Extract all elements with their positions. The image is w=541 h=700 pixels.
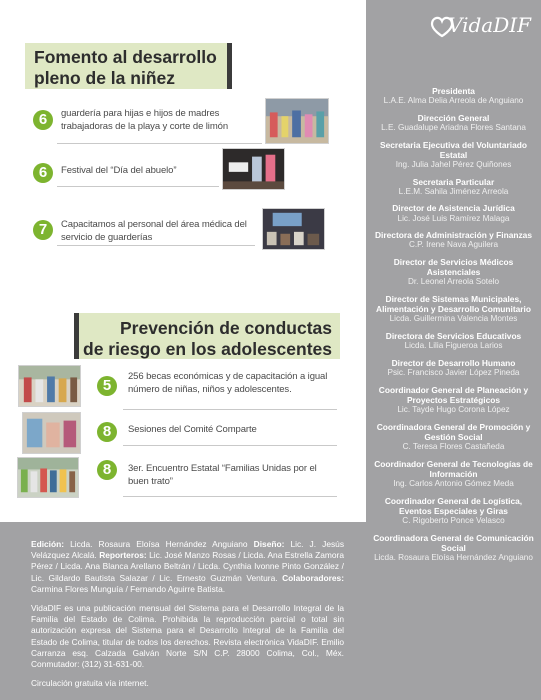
staff-entry: [370, 86, 537, 106]
staff-entry: [370, 358, 537, 378]
staff-entry: [370, 113, 537, 133]
encuentro-photo: [17, 457, 79, 498]
colaboradores-value: Carmina Flores Munguía / Fernando Aguirre Batista.: [31, 583, 226, 594]
number-badge: 8: [97, 422, 117, 442]
staff-person: Psic. Francisco Javier López Pineda: [387, 367, 520, 377]
staff-role: Director de Desarrollo Humano: [391, 357, 516, 368]
divider: [57, 245, 255, 246]
staff-entry: [370, 257, 537, 287]
staff-person: L.E.M. Sahila Jiménez Arreola: [398, 186, 509, 196]
credits-text: [31, 539, 344, 697]
item-text: 256 becas económicas y de capacitación a igual número de niñas, niños y adolescentes.: [128, 371, 328, 395]
vidadif-logo: [424, 10, 532, 40]
staff-role: Coordinadora General de Promoción y Gestión Social: [376, 421, 531, 442]
staff-person: C. Teresa Flores Castañeda: [402, 441, 505, 451]
becas-photo: [18, 365, 81, 407]
reporteros-label: Reporteros:: [99, 550, 147, 561]
staff-role: Secretaria Ejecutiva del Voluntariado Estatal: [380, 139, 527, 160]
staff-role: Director de Servicios Médicos Asistenciales: [393, 256, 514, 278]
edicion-label: Edición:: [31, 539, 65, 549]
section-title-line: de riesgo en los adolescentes: [83, 339, 332, 359]
credits-staff: [31, 539, 344, 595]
section-title-fomento: [25, 43, 232, 89]
staff-person: Licda. Guillermina Valencia Montes: [389, 314, 518, 324]
section-title-line: Prevención de conductas: [119, 318, 332, 338]
divider: [123, 496, 337, 497]
staff-role: Secretaria Particular: [412, 176, 495, 187]
number-badge: 5: [97, 376, 117, 396]
staff-role: Coordinador General de Planeación y Proyectos Estratégicos: [378, 384, 529, 405]
staff-directory: [370, 86, 537, 570]
staff-person: Ing. Julia Jahel Pérez Quiñones: [395, 160, 512, 169]
diseno-value: Lic. J. Jesús Velázquez Alcalá.: [31, 539, 345, 561]
guarderia-photo: [265, 98, 329, 144]
divider: [123, 445, 337, 446]
section-title-prevencion: [74, 313, 340, 359]
number-badge: 7: [33, 220, 53, 240]
divider: [123, 409, 337, 410]
staff-entry: [370, 140, 537, 170]
staff-person: Lic. Tayde Hugo Corona López: [397, 404, 510, 414]
section-title-line: Fomento al desarrollo: [34, 47, 217, 67]
divider: [57, 186, 219, 187]
item-text: 3er. Encuentro Estatal “Familias Unidas por el buen trato”: [128, 463, 317, 487]
staff-role: Director de Sistemas Municipales, Alimentación y Desarrollo Comunitario: [376, 293, 531, 315]
staff-person: L.A.E. Alma Delia Arreola de Anguiano: [383, 96, 524, 106]
circulation-note: Circulación gratuita vía internet.: [31, 678, 149, 689]
staff-person: Dr. Leonel Arreola Sotelo: [407, 277, 500, 287]
staff-entry: [370, 331, 537, 351]
staff-role: Dirección General: [417, 112, 490, 123]
staff-entry: [370, 533, 537, 563]
staff-person: Lic. José Luis Ramírez Malaga: [397, 213, 510, 223]
comite-photo: [22, 412, 81, 454]
number-badge: 6: [33, 110, 53, 130]
staff-entry: [370, 496, 537, 526]
staff-entry: [370, 294, 537, 324]
staff-role: Directora de Administración y Finanzas: [375, 230, 532, 241]
number-badge: 6: [33, 163, 53, 183]
staff-person: L.E. Guadalupe Ariadna Flores Santana: [381, 123, 526, 132]
staff-role: Presidenta: [432, 86, 475, 96]
staff-entry: [370, 203, 537, 223]
item-text: guardería para hijas e hijos de madres trabajadoras de la playa y corte de limón: [61, 108, 228, 132]
staff-role: Directora de Servicios Educativos: [385, 330, 522, 341]
capacitacion-photo: [262, 208, 325, 250]
staff-person: C. Rigoberto Ponce Velasco: [402, 515, 505, 525]
staff-entry: [370, 230, 537, 250]
staff-entry: [370, 177, 537, 197]
staff-entry: [370, 422, 537, 452]
staff-role: Coordinador General de Logística, Eventos Especiales y Giras: [384, 495, 523, 516]
item-text: Capacitamos al personal del área médica del servicio de guarderías: [61, 219, 247, 243]
staff-role: Director de Asistencia Jurídica: [392, 203, 515, 214]
colaboradores-label: Colaboradores:: [282, 572, 344, 583]
section-title-line: pleno de la niñez: [34, 68, 175, 88]
edicion-value: Licda. Rosaura Eloísa Hernández Anguiano: [70, 539, 248, 549]
logo-wordmark: VidaDIF: [448, 13, 532, 37]
staff-person: Licda. Lilia Figueroa Larios: [404, 341, 503, 351]
staff-person: C.P. Irene Nava Aguilera: [408, 240, 499, 250]
legal-notice: VidaDIF es una publicación mensual del Sistema para el Desarrollo Integral de la Familia del Estado de Colima. Prohibida la reproducción parcial o total sin autorización expresa del Sistema para el Desarrollo Integral de la Familia del Estado de Colima, titular de todos los derechos. Revista electrónica VidaDIF. Emilio Carranza esq. Calzada Galván Norte S/N C.P. 28000 Colima, Col., Méx. Conmutador: (312) 31-631-00.: [31, 603, 344, 670]
diseno-label: Diseño:: [253, 539, 285, 549]
staff-role: Coordinadora General de Comunicación Social: [373, 532, 534, 553]
staff-entry: [370, 385, 537, 415]
staff-role: Coordinador General de Tecnologías de Información: [374, 458, 533, 479]
number-badge: 8: [97, 460, 117, 480]
staff-person: Licda. Rosaura Eloísa Hernández Anguiano: [374, 552, 533, 562]
festival-photo: [222, 148, 285, 190]
item-text: Festival del “Día del abuelo”: [61, 165, 177, 176]
divider: [57, 143, 262, 144]
item-text: Sesiones del Comité Comparte: [128, 424, 257, 435]
staff-entry: [370, 459, 537, 489]
staff-person: Ing. Carlos Antonio Gómez Meda: [393, 478, 514, 488]
reporteros-value: Lic. José Manzo Rosas / Licda. Ana Estrella Zamora Pérez / Licda. Ana Blanca Arellano Beltrán / Licda. Cynthia Ivonne Pinto González / Lic. Gildardo Bautista Salazar / Lic. Ernesto Guzmán Ventura.: [31, 550, 345, 583]
